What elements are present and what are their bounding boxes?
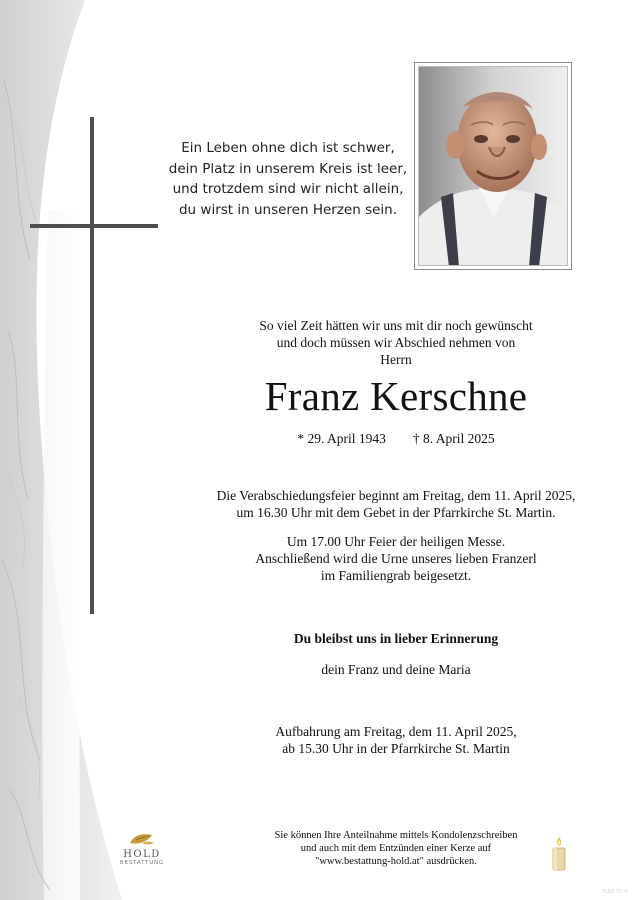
viewing-text — [196, 723, 596, 757]
condolence-notice — [196, 829, 596, 868]
logo-name: HOLD — [123, 849, 161, 860]
portrait-photo — [418, 66, 568, 266]
ceremony-line: Die Verabschiedungsfeier beginnt am Freitag, dem 11. April 2025, — [216, 488, 576, 503]
mass-line: im Familiengrab beigesetzt. — [320, 568, 472, 583]
condolence-line: Sie können Ihre Anteilnahme mittels Kondolenzschreiben — [274, 830, 518, 841]
cross-vertical-bar — [90, 117, 94, 614]
funeral-home-logo — [118, 831, 166, 867]
poem-line: du wirst in unseren Herzen sein. — [178, 201, 398, 218]
portrait-frame — [414, 62, 572, 270]
logo-subtitle: BESTATTUNG — [119, 860, 165, 866]
intro-text — [196, 317, 596, 368]
death-date: † 8. April 2025 — [412, 431, 495, 446]
life-dates — [196, 430, 596, 447]
condolence-line: "www.bestattung-hold.at" ausdrücken. — [315, 856, 477, 867]
birth-date: * 29. April 1943 — [297, 431, 386, 446]
poem-line: und trotzdem sind wir nicht allein, — [172, 181, 404, 197]
ceremony-line: um 16.30 Uhr mit dem Gebet in der Pfarrkirche St. Martin. — [236, 505, 556, 520]
poem-line: Ein Leben ohne dich ist schwer, — [181, 140, 395, 156]
deceased-name: Franz Kerschne — [264, 373, 528, 419]
document-code: TLDP 91-N — [601, 889, 628, 895]
leaf-logo-icon — [128, 831, 156, 847]
poem-line: dein Platz in unserem Kreis ist leer, — [168, 160, 408, 177]
mass-text — [196, 533, 596, 584]
mass-line: Anschließend wird die Urne unseres lieben Franzerl — [255, 551, 537, 566]
condolence-line: und auch mit dem Entzünden einer Kerze auf — [300, 843, 492, 854]
portrait-illustration — [419, 67, 568, 266]
marble-decoration — [0, 0, 125, 900]
intro-line: Herrn — [380, 352, 412, 367]
signature-line: dein Franz und deine Maria — [321, 662, 471, 677]
ceremony-text — [196, 487, 596, 521]
intro-line: So viel Zeit hätten wir uns mit dir noch gewünscht — [259, 318, 533, 333]
viewing-line: Aufbahrung am Freitag, dem 11. April 2025, — [275, 724, 517, 739]
intro-line: und doch müssen wir Abschied nehmen von — [276, 335, 516, 350]
mass-line: Um 17.00 Uhr Feier der heiligen Messe. — [286, 534, 506, 549]
candle-icon[interactable] — [548, 836, 570, 872]
remembrance-heading: Du bleibst uns in lieber Erinnerung — [293, 631, 499, 646]
viewing-line: ab 15.30 Uhr in der Pfarrkirche St. Martin — [282, 741, 510, 756]
cross-horizontal-bar — [30, 224, 158, 228]
memorial-poem — [168, 138, 408, 220]
